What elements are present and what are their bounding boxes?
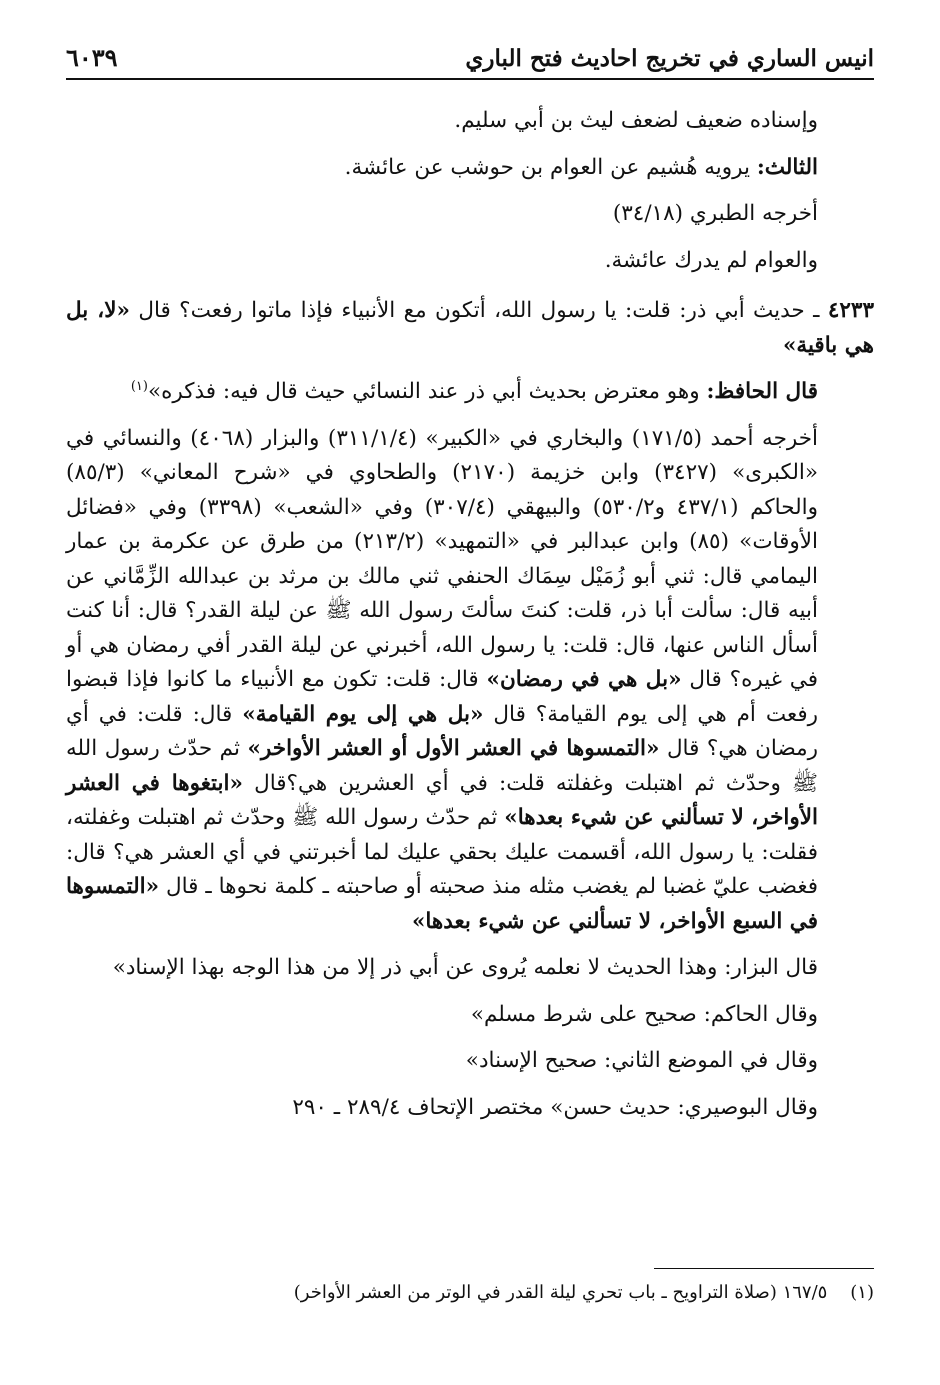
paragraph-third-route (66, 151, 874, 186)
hadith-text: ـ حديث أبي ذر: قلت: يا رسول الله، أتكون مع الأنبياء فإذا ماتوا رفعت؟ قال (129, 298, 828, 323)
quote-bold-1: «بل هي في رمضان» (486, 667, 682, 692)
footnote-text: ١٦٧/٥ (صلاة التراويح ـ باب تحري ليلة القدر في الوتر من العشر الأواخر) (293, 1282, 828, 1303)
paragraph-bazzar: قال البزار: وهذا الحديث لا نعلمه يُروى عن أبي ذر إلا من هذا الوجه بهذا الإسناد» (112, 955, 818, 980)
quote-bold-2: «بل هي إلى يوم القيامة» (242, 701, 484, 727)
paragraph-hakim: وقال الحاكم: صحيح على شرط مسلم» (470, 1001, 818, 1027)
paragraph-busiri: وقال البوصيري: حديث حسن» مختصر الإتحاف ٢٨٩/٤ ـ ٢٩٠ (292, 1094, 818, 1120)
paragraph-isnad-weak: وإسناده ضعيف لضعف ليث بن أبي سليم. (454, 108, 818, 133)
running-title: انيس الساري في تخريج احاديث فتح الباري (465, 45, 874, 72)
hadith-answer: «لا، بل هي باقية» (66, 298, 874, 358)
paragraph-hafiz (66, 375, 874, 410)
paragraph-hakim-2: وقال في الموضع الثاني: صحيح الإسناد» (465, 1048, 818, 1073)
footnote-divider (654, 1268, 874, 1269)
paragraph-tabari: أخرجه الطبري (٣٤/١٨) (612, 201, 818, 226)
hafiz-label: قال الحافظ: (706, 379, 818, 404)
hadith-entry (66, 294, 874, 363)
footnote (66, 1280, 874, 1306)
takhrij-text-2: قال: قلت: تكون مع الأنبياء ما كانوا فإذا قبضوا رفعت أم هي إلى يوم القيامة؟ قال (66, 667, 819, 727)
takhrij-text-4: ثم حدّث رسول الله ﷺ وحدّث ثم اهتبلت وغفلته قلت: في أي العشرين هي؟قال (66, 736, 818, 796)
main-text (66, 104, 874, 1125)
third-text: يرويه هُشيم عن العوام بن حوشب عن عائشة. (344, 154, 757, 180)
quote-bold-5: «التمسوها في السبع الأواخر، لا تسألني عن شيء بعدها» (66, 874, 818, 934)
quote-bold-4: «ابتغوها في العشر الأواخر، لا تسألني عن شيء بعدها» (66, 770, 818, 830)
hafiz-text: وهو معترض بحديث أبي ذر عند النسائي حيث قال فيه: فذكره» (147, 379, 707, 404)
footnote-ref: (١) (130, 378, 148, 394)
paragraph-takhrij (66, 422, 874, 940)
takhrij-text: أخرجه أحمد (١٧١/٥) والبخاري في «الكبير» (٣١١/١/٤) والبزار (٤٠٦٨) والنسائي في «الكبرى» (٣٤٢٧) وابن خزيمة (٢١٧٠) والطحاوي في «شرح المعاني» (٨٥/٣) والحاكم (٤٣٧/١ و٥٣٠/٢) والبيهقي (٣٠٧/٤) وفي «الشعب» (٣٣٩٨) وفي «فضائل الأوقات» (٨٥) وابن عبدالبر في «التمهيد» (٢١٣/٢) من طرق عن عكرمة بن عمار اليمامي قال: ثني أبو زُمَيْل سِمَاك الحنفي ثني مالك بن مرثد بن عبدالله الزِّمَّاني عن أبيه قال: سألت أبا ذر، قلت: كنتَ سألتَ رسول الله ﷺ عن ليلة القدر؟ قال: أنا كنت أسأل الناس عنها، قال: قلت: يا رسول الله، أخبرني عن ليلة القدر أفي رمضان هي أو في غيره؟ قال (66, 425, 819, 692)
page-header (66, 40, 874, 80)
takhrij-text-5: ثم حدّث رسول الله ﷺ وحدّث ثم اهتبلت وغفلته، فقلت: يا رسول الله، أقسمت عليك بحقي عليك لما أخبرتني في أي العشر هي؟ قال: فغضب عليّ غضبا لم يغضب مثله منذ صحبته أو صاحبته ـ كلمة نحوها ـ قال (66, 805, 818, 899)
quote-bold-3: «التمسوها في العشر الأول أو العشر الأواخر» (247, 736, 660, 761)
third-label: الثالث: (756, 154, 818, 180)
page-number: ٦٠٣٩ (66, 43, 118, 72)
takhrij-text-3: قال: قلت: في أي رمضان هي؟ قال (66, 701, 818, 761)
footnote-marker: (١) (850, 1282, 874, 1303)
paragraph-awwam: والعوام لم يدرك عائشة. (604, 247, 818, 273)
hadith-number: ٤٢٣٣ (827, 298, 875, 323)
